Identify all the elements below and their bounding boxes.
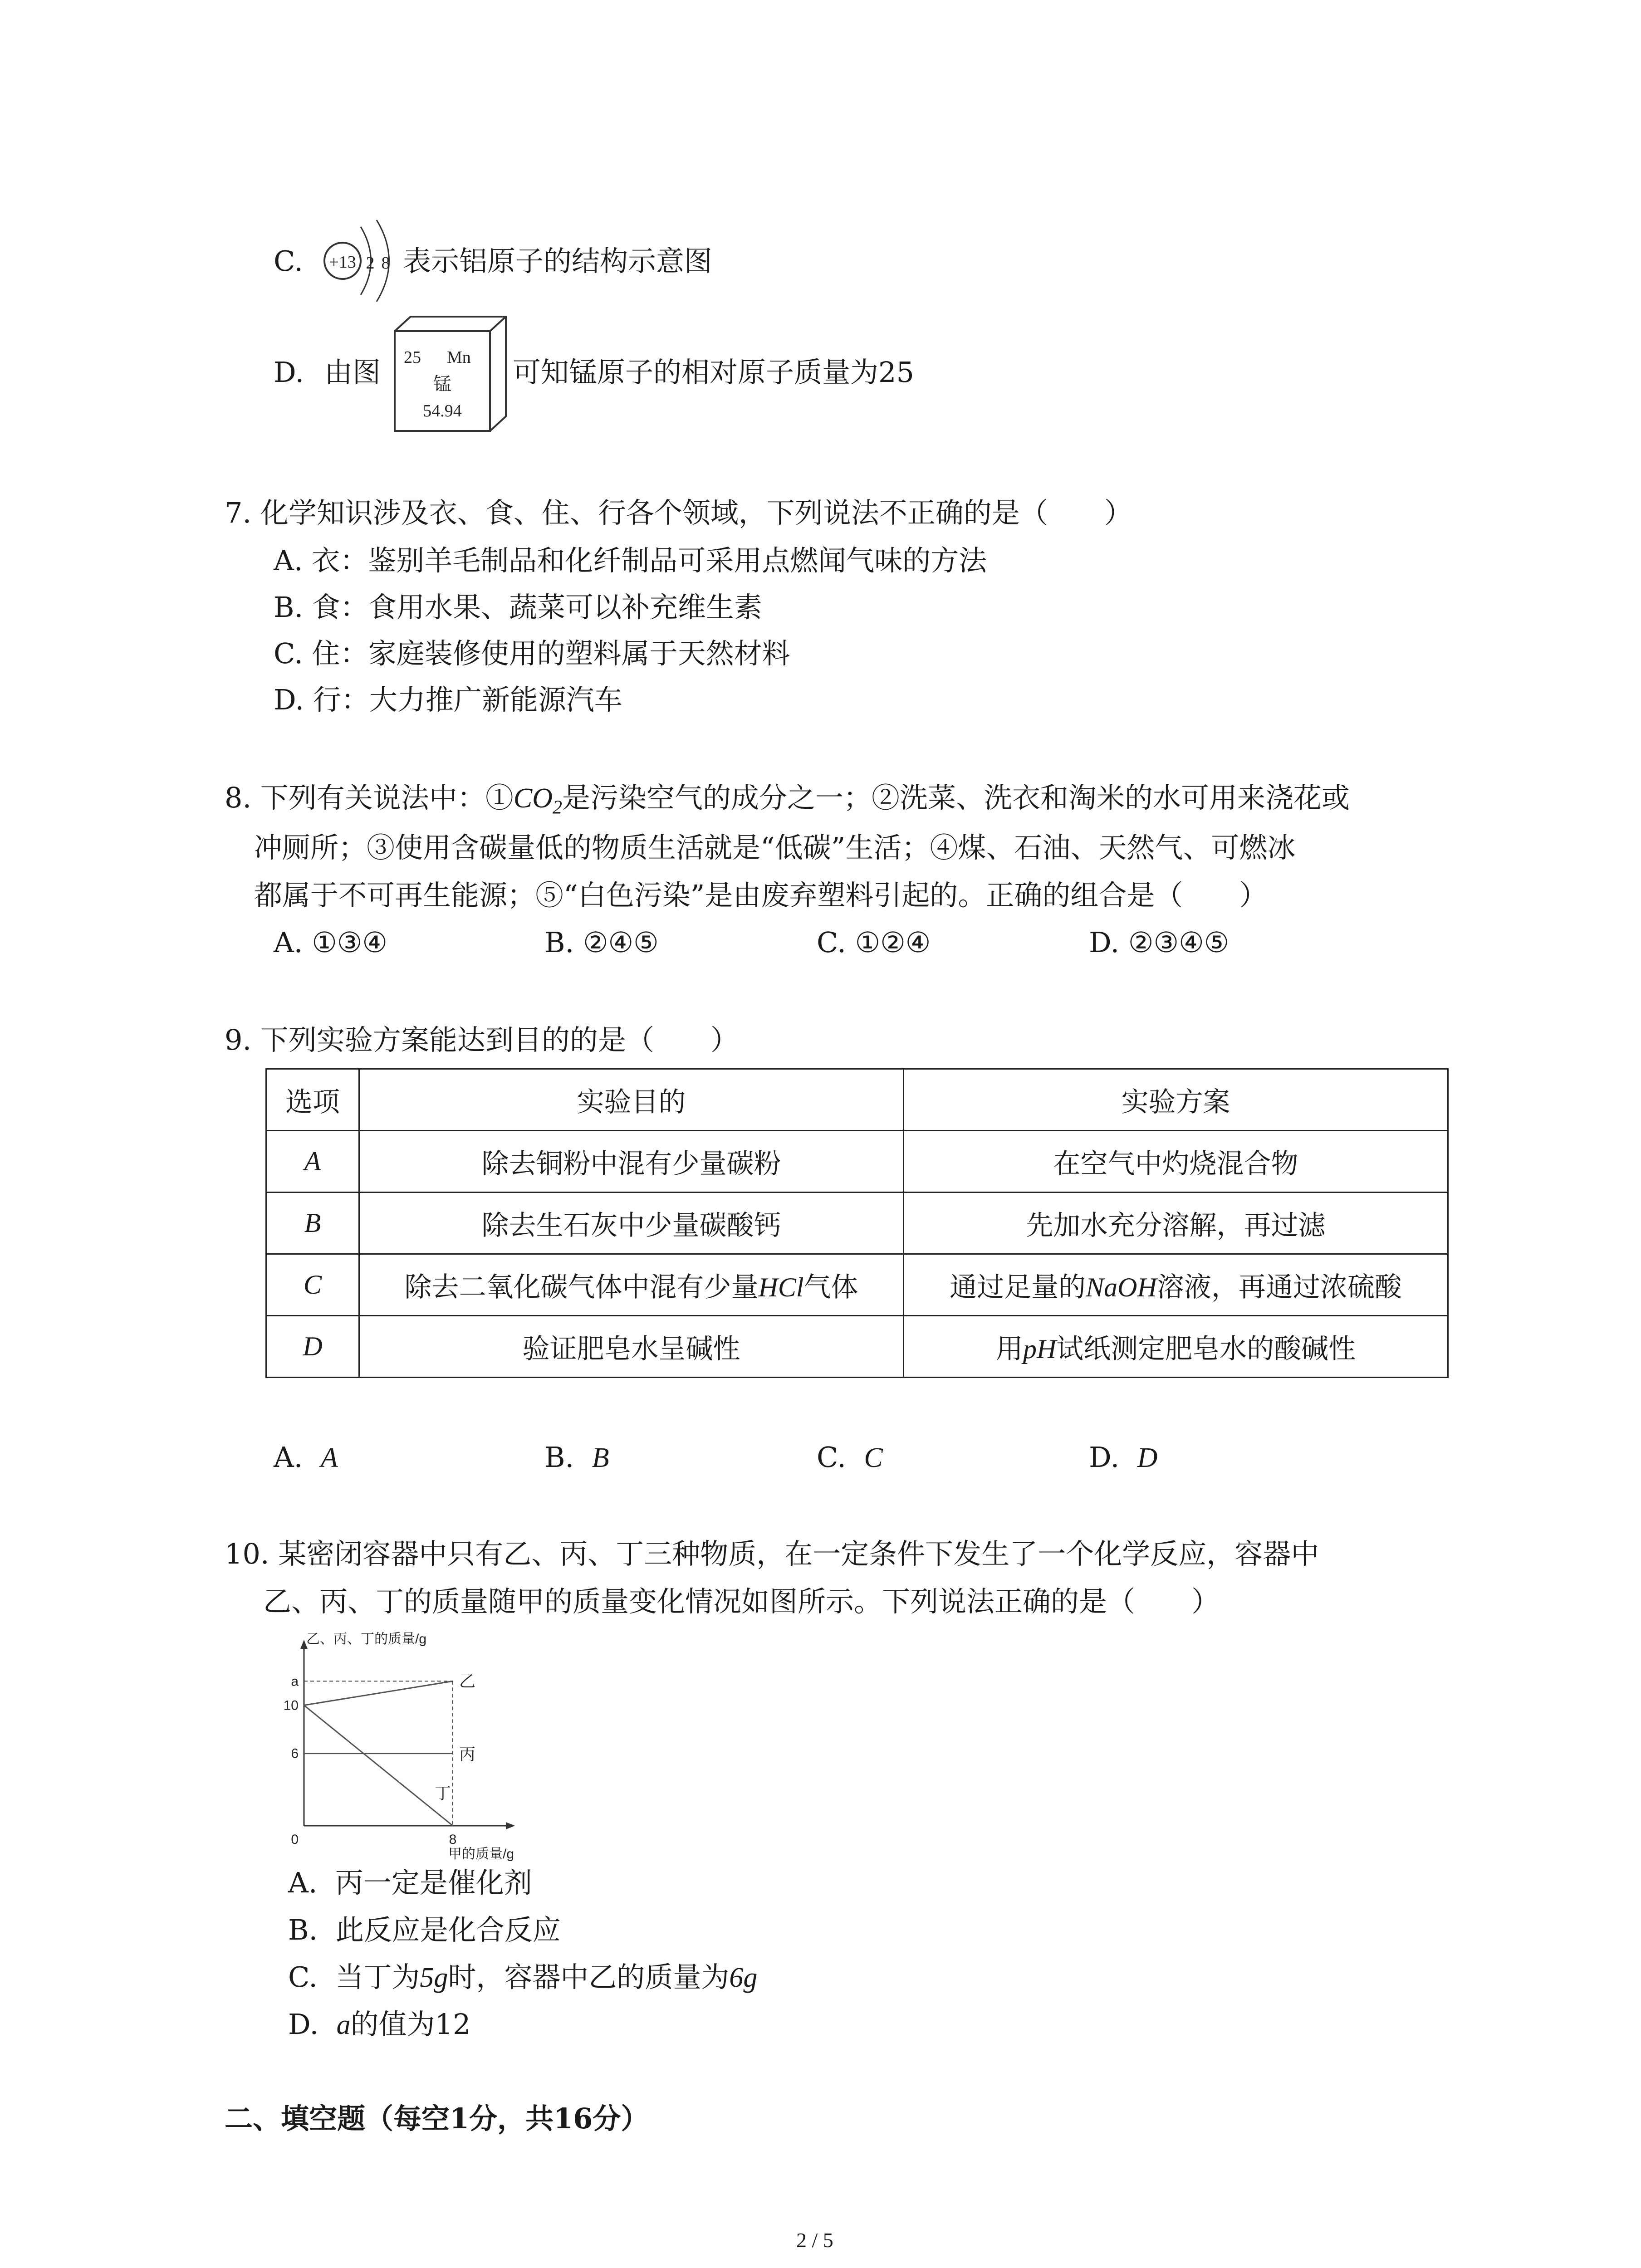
q10-line-2: 乙、丙、丁的质量随甲的质量变化情况如图所示。下列说法正确的是（ ） bbox=[263, 1585, 1220, 1618]
q8-option-a: A. ①③④ bbox=[274, 926, 387, 959]
row-plan: 通过足量的NaOH溶液，再通过浓硫酸 bbox=[904, 1254, 1448, 1316]
x-axis-label: 甲的质量/g bbox=[448, 1847, 514, 1862]
q6-option-d-prefix: 由图 bbox=[324, 356, 381, 389]
series-line bbox=[304, 1705, 453, 1826]
q9-option-c: C. C bbox=[817, 1441, 883, 1474]
q8-line-1 bbox=[225, 781, 1350, 818]
section-heading: 二、填空题（每空1分，共16分） bbox=[225, 2102, 649, 2135]
row-purpose: 除去铜粉中混有少量碳粉 bbox=[359, 1131, 904, 1193]
q6-option-d-text: 可知锰原子的相对原子质量为25 bbox=[513, 356, 914, 389]
q6-option-c-label: C. bbox=[274, 244, 303, 278]
header-plan: 实验方案 bbox=[904, 1069, 1448, 1131]
element-mass: 54.94 bbox=[423, 401, 462, 420]
element-name: 锰 bbox=[433, 374, 451, 395]
q9-option-d: D. D bbox=[1089, 1441, 1158, 1474]
q10-option-b: B. 此反应是化合反应 bbox=[288, 1913, 561, 1946]
q9-option-a: A. A bbox=[274, 1441, 338, 1474]
q6-option-d-label: D. bbox=[274, 356, 304, 389]
q8-line-3: 都属于不可再生能源；⑤“白色污染”是由废弃塑料引起的。正确的组合是（ ） bbox=[254, 879, 1268, 912]
y-tick-label: 10 bbox=[283, 1698, 299, 1713]
co2-formula: $CO_2$ bbox=[513, 783, 563, 818]
q7-option-b: B. 食：食用水果、蔬菜可以补充维生素 bbox=[274, 591, 762, 624]
header-purpose: 实验目的 bbox=[359, 1069, 904, 1131]
table-row bbox=[266, 1131, 1448, 1193]
row-plan: 用pH试纸测定肥皂水的酸碱性 bbox=[904, 1316, 1448, 1378]
q8-option-b: B. ②④⑤ bbox=[544, 926, 659, 959]
row-purpose: 除去二氧化碳气体中混有少量HCl气体 bbox=[359, 1254, 904, 1316]
mass-change-chart bbox=[272, 1619, 526, 1864]
q7-option-a: A. 衣：鉴别羊毛制品和化纤制品可采用点燃闻气味的方法 bbox=[274, 544, 987, 577]
row-option: D bbox=[266, 1316, 359, 1378]
manganese-element-card bbox=[390, 313, 513, 435]
series-label: 乙 bbox=[459, 1672, 476, 1691]
q10-option-c: C. 当丁为5g时，容器中乙的质量为6g bbox=[288, 1960, 758, 1994]
page-number: 2 / 5 bbox=[796, 2229, 833, 2252]
row-purpose: 验证肥皂水呈碱性 bbox=[359, 1316, 904, 1378]
q8-option-c: C. ①②④ bbox=[817, 926, 931, 959]
series-label: 丁 bbox=[435, 1784, 451, 1803]
q7-option-d: D. 行：大力推广新能源汽车 bbox=[274, 683, 622, 716]
table-row bbox=[266, 1193, 1448, 1254]
table-row bbox=[266, 1254, 1448, 1316]
series-line bbox=[304, 1681, 453, 1705]
q8-line-2: 冲厕所；③使用含碳量低的物质生活就是“低碳”生活；④煤、石油、天然气、可燃冰 bbox=[254, 831, 1296, 864]
x-axis-arrow bbox=[506, 1822, 515, 1829]
q6-option-c-text: 表示铝原子的结构示意图 bbox=[403, 244, 713, 278]
atom-nucleus-label: +13 bbox=[329, 253, 356, 272]
table-header-row bbox=[266, 1069, 1448, 1131]
atom-shell-1: 2 bbox=[366, 254, 375, 273]
experiment-table bbox=[265, 1068, 1449, 1378]
q10-line-1: 10. 某密闭容器中只有乙、丙、丁三种物质，在一定条件下发生了一个化学反应，容器中 bbox=[225, 1537, 1319, 1570]
row-option: A bbox=[266, 1131, 359, 1193]
q8-line-1-b: 是污染空气的成分之一；②洗菜、洗衣和淘米的水可用来浇花或 bbox=[562, 781, 1350, 814]
row-plan: 在空气中灼烧混合物 bbox=[904, 1131, 1448, 1193]
q10-option-a: A. 丙一定是催化剂 bbox=[288, 1866, 532, 1899]
atom-shell-2: 8 bbox=[381, 254, 390, 273]
aluminum-atom-diagram bbox=[318, 213, 404, 308]
hcl-formula: HCl bbox=[758, 1272, 804, 1302]
series-label: 丙 bbox=[459, 1745, 476, 1764]
y-tick-label: a bbox=[291, 1674, 299, 1689]
q8-line-1-a: 8. 下列有关说法中：① bbox=[225, 781, 514, 814]
q7-stem: 7. 化学知识涉及衣、食、住、行各个领域，下列说法不正确的是（ ） bbox=[225, 496, 1132, 529]
y-axis-label: 乙、丙、丁的质量/g bbox=[306, 1632, 427, 1647]
q9-stem: 9. 下列实验方案能达到目的的是（ ） bbox=[225, 1023, 739, 1056]
table-row bbox=[266, 1316, 1448, 1378]
q8-option-d: D. ②③④⑤ bbox=[1089, 926, 1230, 959]
row-option: B bbox=[266, 1193, 359, 1254]
element-symbol: Mn bbox=[447, 348, 471, 367]
q9-option-b: B. B bbox=[544, 1441, 609, 1474]
element-number: 25 bbox=[404, 348, 421, 367]
header-option: 选项 bbox=[266, 1069, 359, 1131]
q10-option-d: D. a的值为12 bbox=[288, 2008, 471, 2041]
row-option: C bbox=[266, 1254, 359, 1316]
y-tick-label: 6 bbox=[291, 1746, 299, 1761]
x-tick-label: 8 bbox=[449, 1832, 457, 1847]
ph-formula: pH bbox=[1023, 1334, 1057, 1364]
x-tick-label: 0 bbox=[291, 1832, 299, 1847]
q7-option-c: C. 住：家庭装修使用的塑料属于天然材料 bbox=[274, 637, 790, 670]
row-plan: 先加水充分溶解，再过滤 bbox=[904, 1193, 1448, 1254]
row-purpose: 除去生石灰中少量碳酸钙 bbox=[359, 1193, 904, 1254]
naoh-formula: NaOH bbox=[1086, 1272, 1157, 1302]
